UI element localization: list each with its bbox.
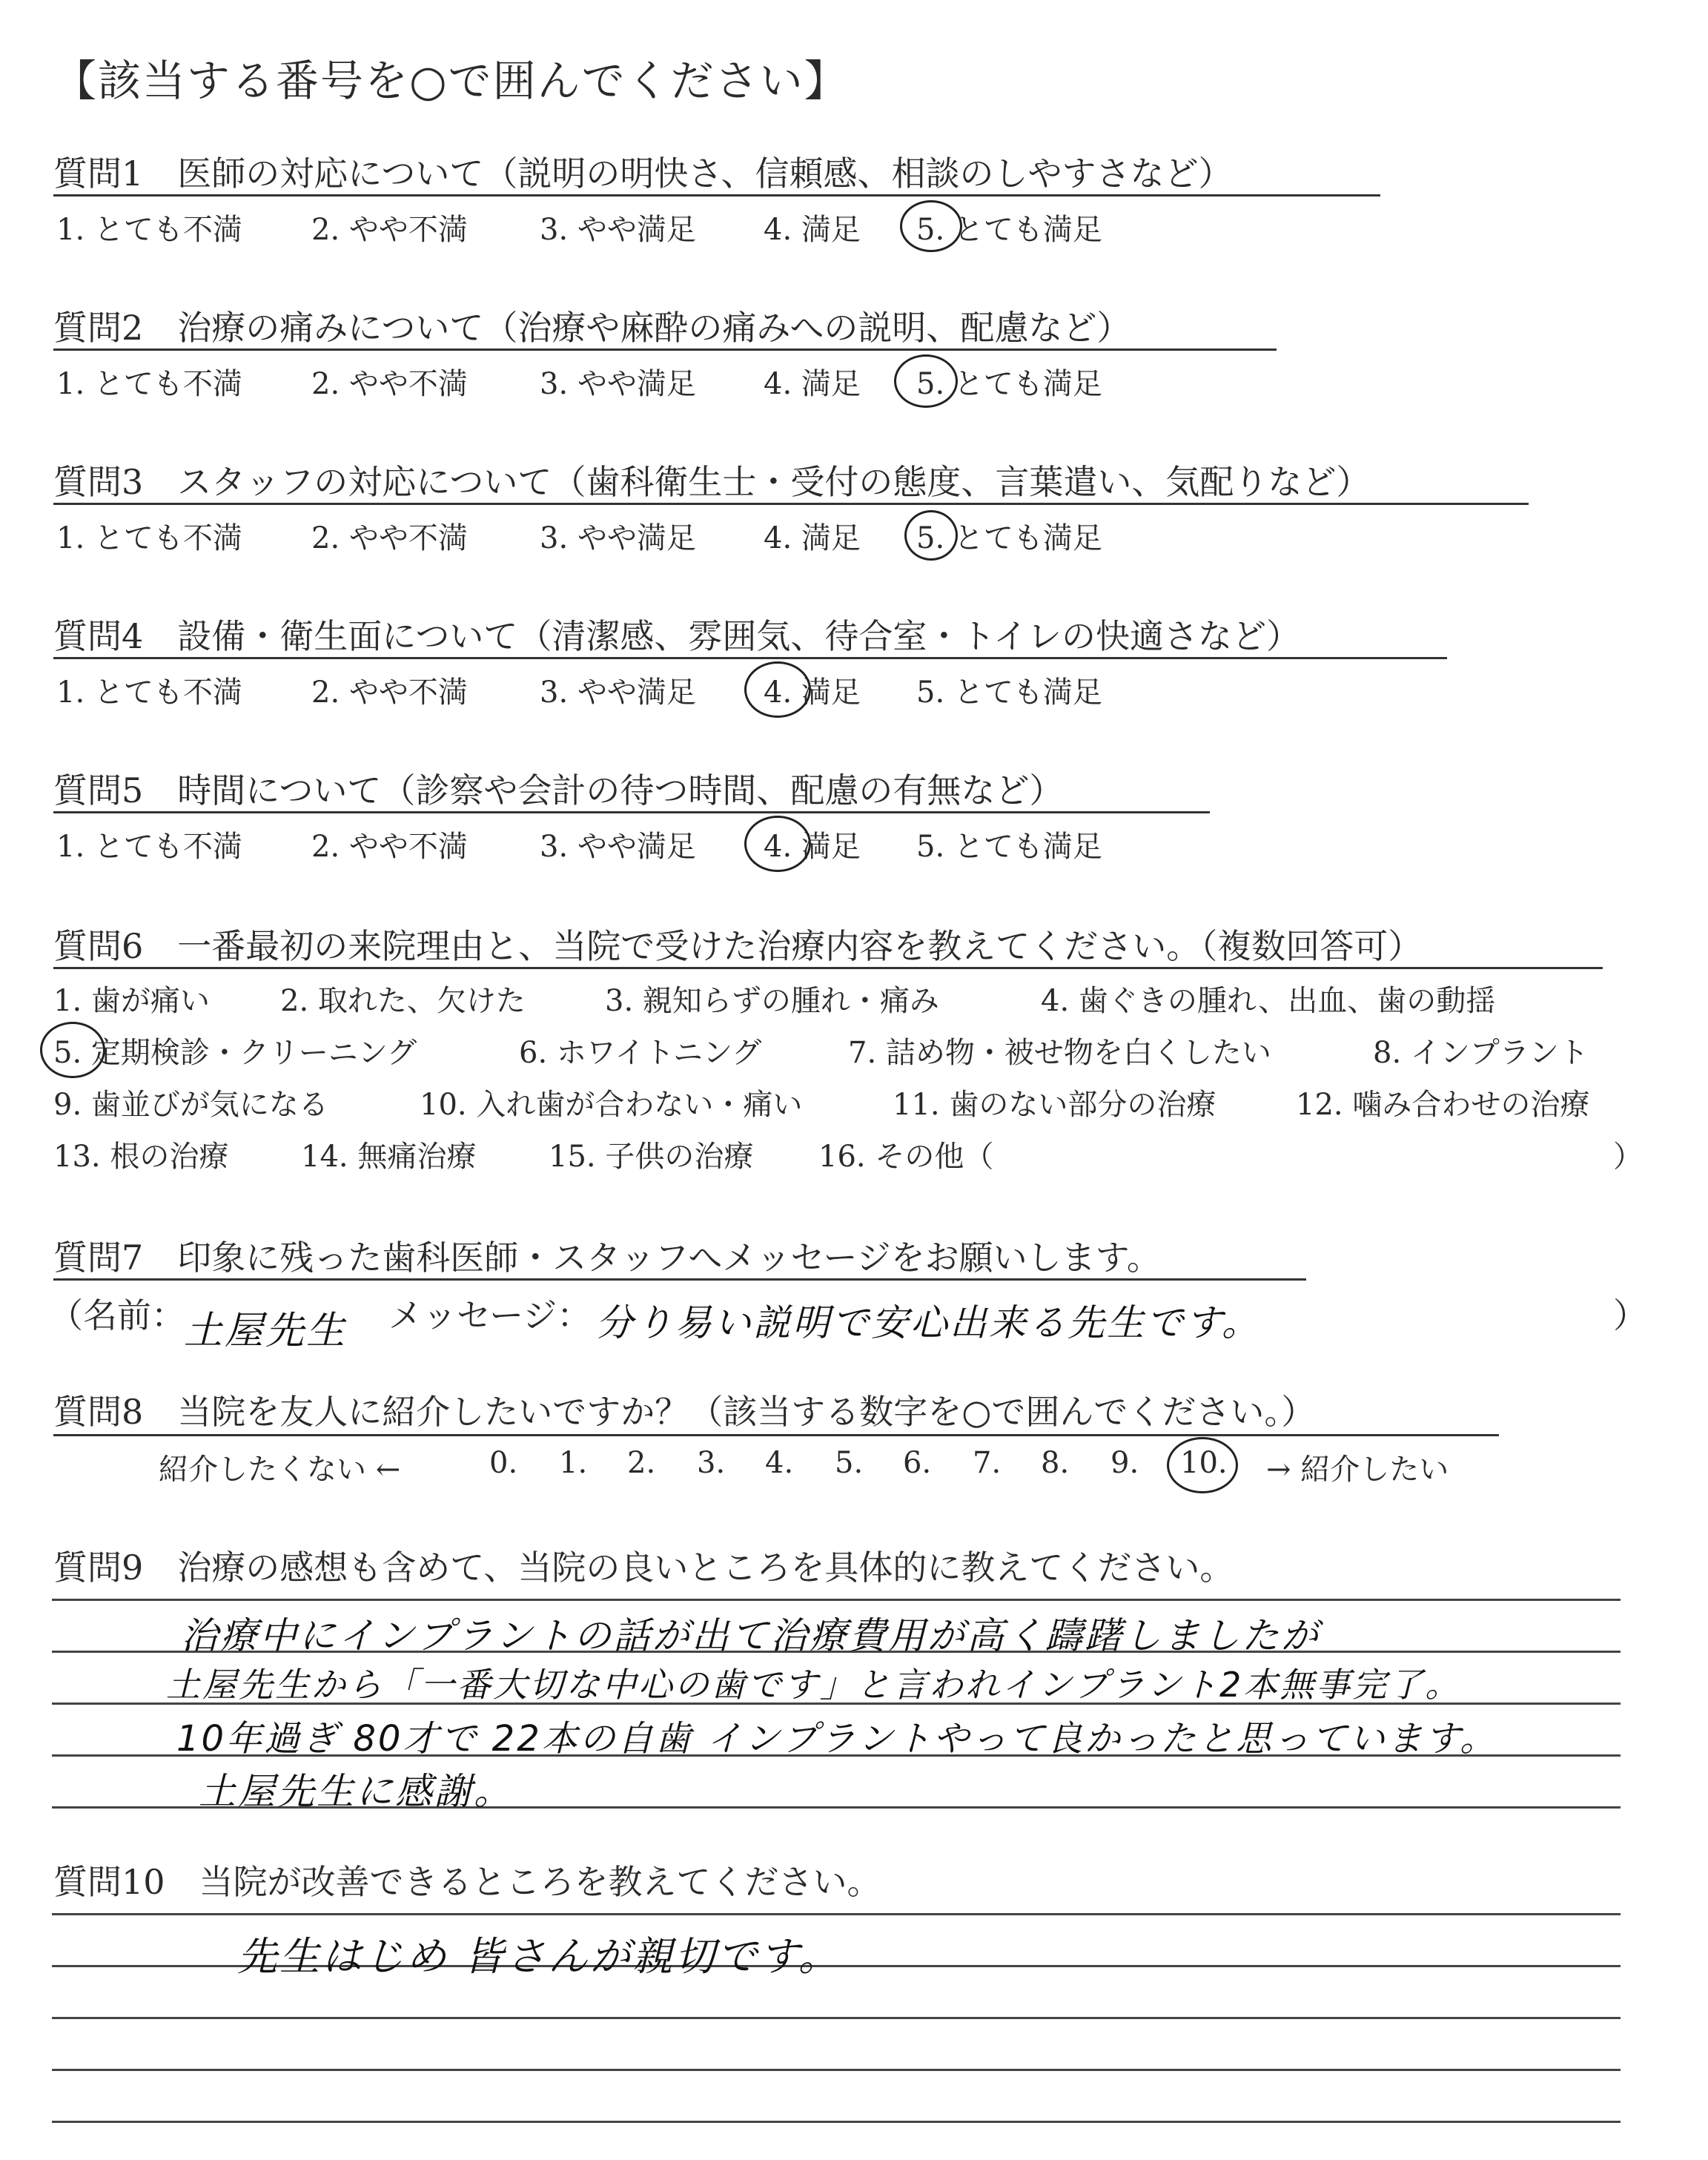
q10-writing-line: [52, 2121, 1621, 2123]
q8-number-8[interactable]: 8.: [1041, 1446, 1070, 1480]
question-5-label: 質問5 時間について（診察や会計の待つ時間、配慮の有無など）: [53, 770, 1064, 810]
q1-option-5[interactable]: 5. とても満足: [916, 213, 1102, 247]
q8-number-3[interactable]: 3.: [697, 1446, 726, 1480]
q6-option-6[interactable]: 6. ホワイトニング: [519, 1036, 762, 1070]
question-2-underline: [53, 349, 1277, 351]
q3-option-5[interactable]: 5. とても満足: [916, 521, 1102, 555]
q6-option-15[interactable]: 15. 子供の治療: [549, 1140, 754, 1174]
q6-option-9[interactable]: 9. 歯並びが気になる: [53, 1088, 328, 1122]
q6-option-1[interactable]: 1. 歯が痛い: [53, 984, 210, 1018]
q4-option-5[interactable]: 5. とても満足: [916, 676, 1102, 710]
q10-writing-line: [52, 2017, 1621, 2019]
q8-number-4[interactable]: 4.: [765, 1446, 794, 1480]
question-1-label: 質問1 医師の対応について（説明の明快さ、信頼感、相談のしやすさなど）: [53, 153, 1233, 194]
q7-message-value[interactable]: 分り易い説明で安心出来る先生です。: [596, 1301, 1261, 1344]
q9-answer-line-2[interactable]: 土屋先生から「一番大切な中心の歯です」と言われインプラント2本無事完了。: [166, 1665, 1462, 1705]
q5-option-3[interactable]: 3. やや満足: [540, 830, 696, 864]
q6-option-3[interactable]: 3. 親知らずの腫れ・痛み: [605, 984, 939, 1018]
question-4-label: 質問4 設備・衛生面について（清潔感、雰囲気、待合室・トイレの快適さなど）: [53, 616, 1301, 656]
q2-option-4[interactable]: 4. 満足: [764, 367, 861, 401]
q6-option-2[interactable]: 2. 取れた、欠けた: [280, 984, 526, 1018]
q2-option-3[interactable]: 3. やや満足: [540, 367, 696, 401]
q4-option-1[interactable]: 1. とても不満: [56, 676, 242, 710]
page-title: 【該当する番号を○で囲んでください】: [53, 56, 849, 106]
q8-number-9[interactable]: 9.: [1110, 1446, 1139, 1480]
q9-writing-line: [52, 1599, 1621, 1601]
q2-selected-circle: [894, 354, 958, 408]
q5-option-2[interactable]: 2. やや不満: [311, 830, 468, 864]
q6-option-7[interactable]: 7. 詰め物・被せ物を白くしたい: [848, 1036, 1271, 1070]
q8-number-7[interactable]: 7.: [973, 1446, 1002, 1480]
q5-option-1[interactable]: 1. とても不満: [56, 830, 242, 864]
q4-selected-circle: [744, 661, 811, 718]
q3-option-1[interactable]: 1. とても不満: [56, 521, 242, 555]
question-10-label: 質問10 当院が改善できるところを教えてください。: [53, 1862, 881, 1902]
q4-option-3[interactable]: 3. やや満足: [540, 676, 696, 710]
q8-number-0[interactable]: 0.: [489, 1446, 518, 1480]
q8-number-5[interactable]: 5.: [835, 1446, 864, 1480]
q9-answer-line-3[interactable]: 10年過ぎ 80才で 22本の自歯 インプラントやって良かったと思っています。: [176, 1718, 1498, 1760]
question-1-underline: [53, 194, 1380, 196]
q8-number-1[interactable]: 1.: [559, 1446, 588, 1480]
q4-option-4[interactable]: 4. 満足: [764, 676, 861, 710]
q5-option-5[interactable]: 5. とても満足: [916, 830, 1102, 864]
q6-selected-circle: [40, 1022, 105, 1078]
q6-option-12[interactable]: 12. 噛み合わせの治療: [1296, 1088, 1590, 1122]
q8-right-label: → 紹介したい: [1266, 1453, 1449, 1487]
q1-option-2[interactable]: 2. やや不満: [311, 213, 468, 247]
q9-answer-line-4[interactable]: 土屋先生に感謝。: [199, 1770, 513, 1813]
q4-option-2[interactable]: 2. やや不満: [311, 676, 468, 710]
q3-option-3[interactable]: 3. やや満足: [540, 521, 696, 555]
question-3-label: 質問3 スタッフの対応について（歯科衛生士・受付の態度、言葉遣い、気配りなど）: [53, 462, 1371, 502]
q1-selected-circle: [900, 200, 962, 252]
q8-selected-circle: [1167, 1437, 1238, 1493]
question-2-label: 質問2 治療の痛みについて（治療や麻酔の痛みへの説明、配慮など）: [53, 308, 1131, 348]
q3-option-2[interactable]: 2. やや不満: [311, 521, 468, 555]
q2-option-2[interactable]: 2. やや不満: [311, 367, 468, 401]
q10-writing-line: [52, 1913, 1621, 1915]
q9-answer-line-1[interactable]: 治療中にインプラントの話が出て治療費用が高く躊躇しましたが: [181, 1614, 1320, 1657]
question-7-underline: [53, 1278, 1306, 1281]
q6-option-4[interactable]: 4. 歯ぐきの腫れ、出血、歯の動揺: [1041, 984, 1496, 1018]
question-9-label: 質問9 治療の感想も含めて、当院の良いところを具体的に教えてください。: [53, 1548, 1234, 1588]
q6-option-8[interactable]: 8. インプラント: [1373, 1036, 1589, 1070]
q8-number-10[interactable]: 10.: [1180, 1446, 1228, 1480]
q1-option-3[interactable]: 3. やや満足: [540, 213, 696, 247]
q8-number-6[interactable]: 6.: [903, 1446, 932, 1480]
q5-option-4[interactable]: 4. 満足: [764, 830, 861, 864]
question-6-underline: [53, 967, 1603, 969]
q6-close-paren: ）: [1613, 1140, 1643, 1174]
q10-answer-line-1[interactable]: 先生はじめ 皆さんが親切です。: [237, 1933, 841, 1980]
q3-selected-circle: [904, 510, 958, 561]
q3-option-4[interactable]: 4. 満足: [764, 521, 861, 555]
q2-option-5[interactable]: 5. とても満足: [916, 367, 1102, 401]
question-4-underline: [53, 657, 1447, 659]
q10-writing-line: [52, 2069, 1621, 2071]
question-7-label: 質問7 印象に残った歯科医師・スタッフへメッセージをお願いします。: [53, 1238, 1161, 1278]
question-8-underline: [53, 1434, 1499, 1436]
question-8-label: 質問8 当院を友人に紹介したいですか？（該当する数字を○で囲んでください。）: [53, 1392, 1316, 1432]
q8-number-2[interactable]: 2.: [627, 1446, 656, 1480]
q2-option-1[interactable]: 1. とても不満: [56, 367, 242, 401]
q7-close-paren: ）: [1613, 1295, 1647, 1335]
q5-selected-circle: [744, 816, 811, 872]
question-5-underline: [53, 811, 1210, 813]
q7-name-label: （名前：: [49, 1295, 185, 1335]
q6-option-5[interactable]: 5. 定期検診・クリーニング: [53, 1036, 417, 1070]
question-3-underline: [53, 503, 1529, 505]
q6-option-10[interactable]: 10. 入れ歯が合わない・痛い: [420, 1088, 803, 1122]
q1-option-4[interactable]: 4. 満足: [764, 213, 861, 247]
q6-option-16[interactable]: 16. その他（: [818, 1140, 994, 1174]
q6-option-13[interactable]: 13. 根の治療: [53, 1140, 229, 1174]
q7-name-value[interactable]: 土屋先生: [184, 1309, 348, 1353]
q8-left-label: 紹介したくない ←: [159, 1453, 401, 1487]
q1-option-1[interactable]: 1. とても不満: [56, 213, 242, 247]
question-6-label: 質問6 一番最初の来院理由と、当院で受けた治療内容を教えてください。（複数回答可）: [53, 926, 1423, 966]
q6-option-14[interactable]: 14. 無痛治療: [301, 1140, 477, 1174]
q6-option-11[interactable]: 11. 歯のない部分の治療: [893, 1088, 1217, 1122]
q7-message-label: メッセージ：: [388, 1295, 592, 1335]
